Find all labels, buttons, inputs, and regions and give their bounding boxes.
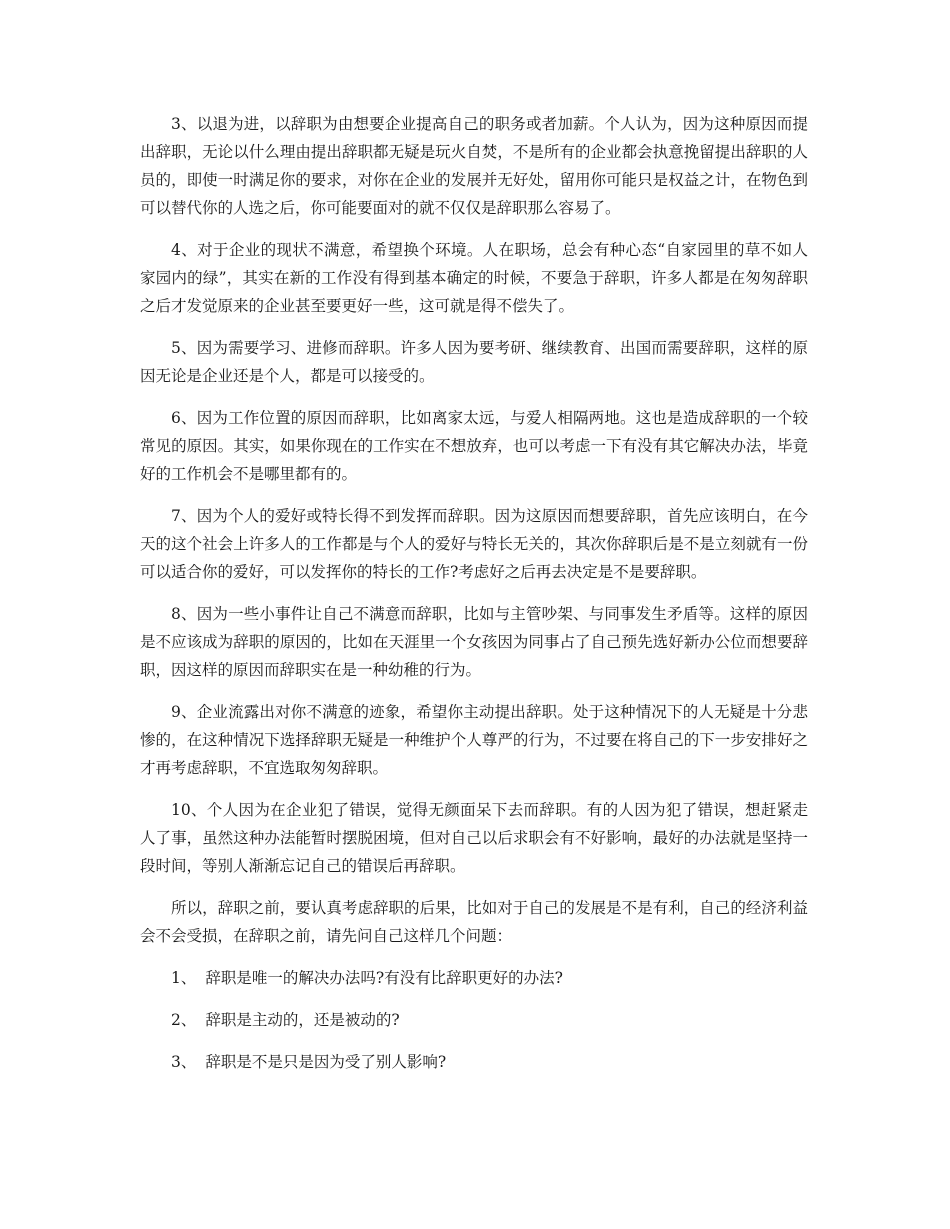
paragraph-conclusion: 所以，辞职之前，要认真考虑辞职的后果，比如对于自己的发展是不是有利，自己的经济利益会不会受损，在辞职之前，请先问自己这样几个问题： [140,899,808,945]
paragraph-reason-10: 10、个人因为在企业犯了错误，觉得无颜面呆下去而辞职。有的人因为犯了错误，想赶紧走人了事，虽然这种办法能暂时摆脱困境，但对自己以后求职会有不好影响，最好的办法就是坚持一段时间，等别人渐渐忘记自己的错误后再辞职。 [140,801,808,875]
question-text: 辞职是主动的，还是被动的? [205,1011,400,1029]
paragraph-reason-8: 8、因为一些小事件让自己不满意而辞职，比如与主管吵架、与同事发生矛盾等。这样的原因是不应该成为辞职的原因的，比如在天涯里一个女孩因为同事占了自己预先选好新办公位而想要辞职，因这样的原因而辞职实在是一种幼稚的行为。 [140,605,808,679]
paragraph-reason-4: 4、对于企业的现状不满意，希望换个环境。人在职场，总会有种心态“自家园里的草不如人家园内的绿”，其实在新的工作没有得到基本确定的时候，不要急于辞职，许多人都是在匆匆辞职之后才发觉原来的企业甚至要更好一些，这可就是得不偿失了。 [140,241,808,315]
question-number: 3、 [171,1053,197,1071]
document-body [140,110,808,1090]
question-item-2 [140,1006,808,1034]
question-item-3 [140,1048,808,1076]
question-text: 辞职是唯一的解决办法吗?有没有比辞职更好的办法? [205,969,563,987]
question-text: 辞职是不是只是因为受了别人影响? [205,1053,447,1071]
paragraph-reason-6: 6、因为工作位置的原因而辞职，比如离家太远，与爱人相隔两地。这也是造成辞职的一个较常见的原因。其实，如果你现在的工作实在不想放弃，也可以考虑一下有没有其它解决办法，毕竟好的工作机会不是哪里都有的。 [140,409,808,483]
paragraph-reason-7: 7、因为个人的爱好或特长得不到发挥而辞职。因为这原因而想要辞职，首先应该明白，在今天的这个社会上许多人的工作都是与个人的爱好与特长无关的，其次你辞职后是不是立刻就有一份可以适合你的爱好，可以发挥你的特长的工作?考虑好之后再去决定是不是要辞职。 [140,507,808,581]
question-item-1 [140,964,808,992]
paragraph-reason-3: 3、以退为进，以辞职为由想要企业提高自己的职务或者加薪。个人认为，因为这种原因而提出辞职，无论以什么理由提出辞职都无疑是玩火自焚，不是所有的企业都会执意挽留提出辞职的人员的，即使一时满足你的要求，对你在企业的发展并无好处，留用你可能只是权益之计，在物色到可以替代你的人选之后，你可能要面对的就不仅仅是辞职那么容易了。 [140,115,808,217]
paragraph-reason-5: 5、因为需要学习、进修而辞职。许多人因为要考研、继续教育、出国而需要辞职，这样的原因无论是企业还是个人，都是可以接受的。 [140,339,808,385]
question-number: 2、 [171,1011,197,1029]
question-number: 1、 [171,969,197,987]
paragraph-reason-9: 9、企业流露出对你不满意的迹象，希望你主动提出辞职。处于这种情况下的人无疑是十分悲惨的，在这种情况下选择辞职无疑是一种维护个人尊严的行为，不过要在将自己的下一步安排好之才再考虑辞职，不宜选取匆匆辞职。 [140,703,808,777]
